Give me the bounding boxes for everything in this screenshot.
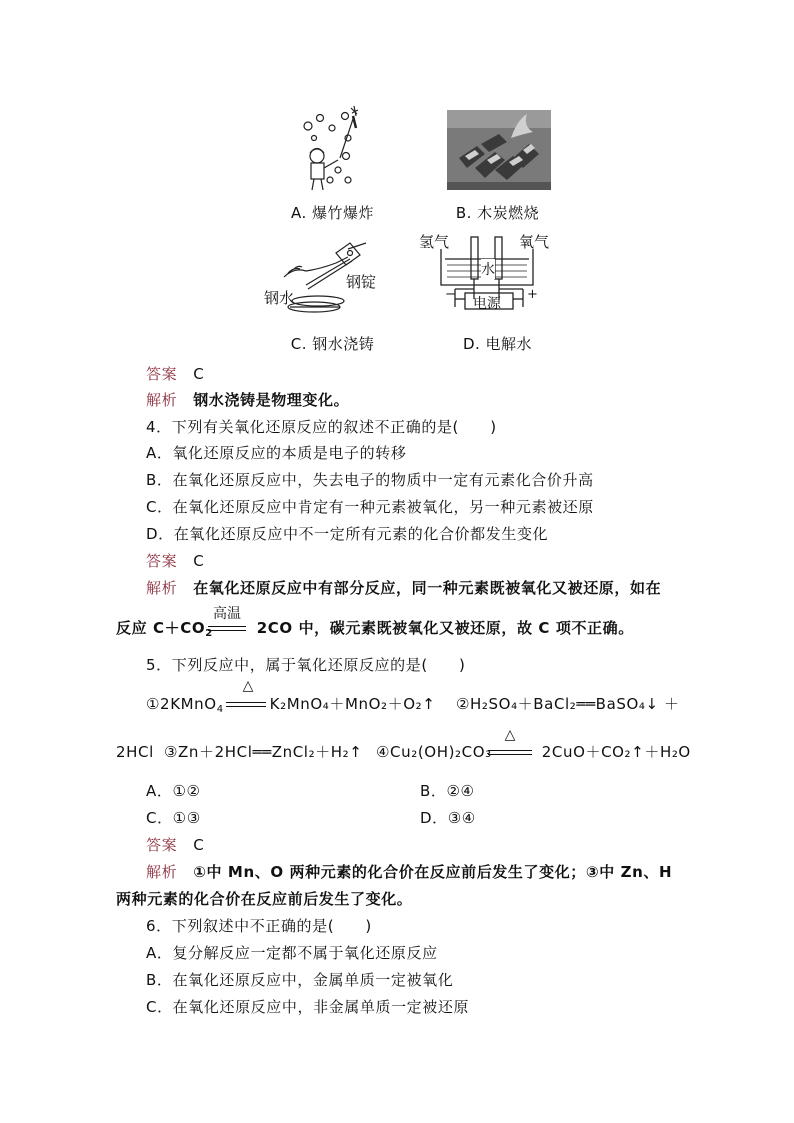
reaction-figure: [250, 98, 580, 360]
q4-option-d: D．在氧化还原反应中不一定所有元素的化合价都发生变化: [146, 525, 549, 543]
caption-c: C. 钢水浇铸: [290, 335, 375, 353]
q5-analysis-text1: ①中 Mn、O 两种元素的化合价在反应前后发生了变化；③中 Zn、H: [193, 863, 673, 881]
q5-option-d: D．③④: [420, 809, 476, 827]
q6-stem: 6．下列叙述中不正确的是( ): [146, 917, 372, 935]
figure-c: [250, 229, 415, 360]
q6-option-c: C．在氧化还原反应中，非金属单质一定被还原: [146, 998, 470, 1016]
oxygen-label: 氧气: [519, 233, 550, 251]
q3-answer-line: [146, 364, 204, 384]
steel-ingot-label: 钢锭: [346, 273, 377, 291]
r1-condition: △: [242, 678, 254, 694]
q6-option-a: A．复分解反应一定都不属于氧化还原反应: [146, 944, 438, 962]
q4-stem: 4．下列有关氧化还原反应的叙述不正确的是( ): [146, 418, 497, 436]
q5-stem: 5．下列反应中，属于氧化还原反应的是( ): [146, 656, 466, 674]
q3-analysis-line: [146, 390, 349, 410]
q5-analysis-line1: [146, 862, 672, 882]
analysis-tag: 解析: [146, 863, 178, 881]
molten-steel-label: 钢水: [264, 289, 295, 307]
caption-a: A. 爆竹爆炸: [290, 204, 375, 222]
q4-option-a: A．氧化还原反应的本质是电子的转移: [146, 444, 407, 462]
q4-analysis-line1: [146, 578, 661, 598]
q6-option-b: B．在氧化还原反应中，金属单质一定被氧化: [146, 971, 454, 989]
reaction-2-continued: 2HCl: [116, 743, 154, 761]
reaction-3: ③Zn＋2HCl══ZnCl₂＋H₂↑: [164, 743, 363, 761]
answer-tag: 答案: [146, 552, 178, 570]
analysis-tag: 解析: [146, 391, 178, 409]
water-label: 水: [481, 259, 495, 279]
positive-terminal: +: [527, 287, 538, 302]
q5-answer-line: [146, 835, 204, 855]
hydrogen-label: 氢气: [419, 233, 450, 251]
q4-answer: C: [193, 552, 205, 570]
q4-option-b: B．在氧化还原反应中，失去电子的物质中一定有元素化合价升高: [146, 471, 594, 489]
reaction-4: ④Cu₂(OH)₂CO₃ 2CuO＋CO₂↑＋H₂O: [376, 743, 691, 761]
q4-equals-sign: [208, 626, 246, 631]
charcoal-photo: [415, 98, 580, 198]
q5-option-a: A．①②: [146, 782, 201, 800]
firecracker-illustration: [250, 98, 415, 198]
answer-tag: 答案: [146, 365, 178, 383]
q3-analysis: 钢水浇铸是物理变化。: [193, 391, 350, 409]
analysis-tag: 解析: [146, 579, 178, 597]
q4-reaction-condition: 高温: [213, 606, 241, 622]
q5-analysis-line2: 两种元素的化合价在反应前后发生了变化。: [116, 890, 413, 908]
q5-option-b: B．②④: [420, 782, 475, 800]
reaction-1: ①2KMnO$_4$ K₂MnO₄＋MnO₂＋O₂↑: [146, 695, 436, 715]
q3-answer: C: [193, 365, 205, 383]
q4-analysis-text1: 在氧化还原反应中有部分反应，同一种元素既被氧化又被还原，如在: [193, 579, 662, 597]
power-supply-label: 电源: [473, 296, 501, 312]
figure-a: [250, 98, 415, 229]
caption-d: D. 电解水: [462, 335, 533, 353]
figure-b: [415, 98, 580, 229]
figure-d: [415, 229, 580, 360]
r4-condition: △: [504, 727, 516, 743]
q4-option-c: C．在氧化还原反应中肯定有一种元素被氧化，另一种元素被还原: [146, 498, 594, 516]
steel-casting-illustration: [250, 229, 415, 329]
q5-answer: C: [193, 836, 205, 854]
q4-answer-line: [146, 551, 204, 571]
q4-analysis-line2: 反应 $C+CO_2$ 2CO 中，碳元素既被氧化又被还原，故 C 项不正确。: [116, 619, 634, 639]
answer-tag: 答案: [146, 836, 178, 854]
caption-b: B. 木炭燃烧: [455, 204, 540, 222]
q5-option-c: C．①③: [146, 809, 201, 827]
reaction-2: ②H₂SO₄＋BaCl₂══BaSO₄↓ ＋: [456, 695, 680, 713]
negative-terminal: −: [445, 287, 456, 302]
